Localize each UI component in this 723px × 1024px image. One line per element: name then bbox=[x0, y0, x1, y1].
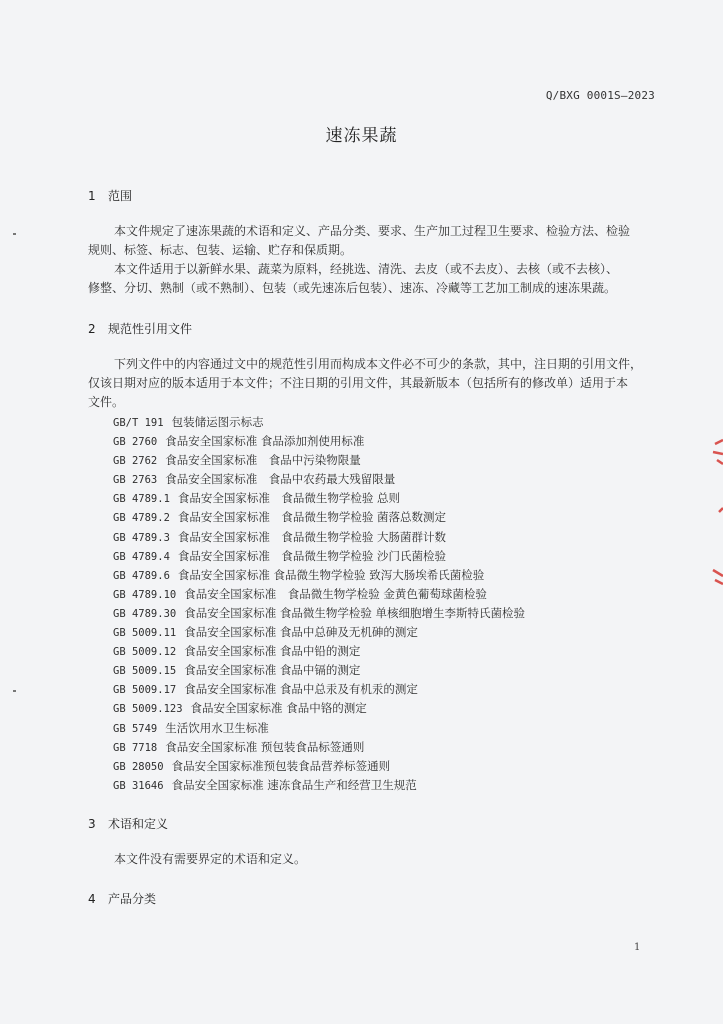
margin-mark bbox=[13, 690, 16, 692]
section-heading-classification: 4 产品分类 bbox=[88, 892, 157, 906]
section-heading-terms: 3 术语和定义 bbox=[88, 817, 169, 831]
reference-item: GB 4789.3 食品安全国家标准 食品微生物学检验 大肠菌群计数 bbox=[113, 529, 447, 544]
reference-item: GB 4789.6 食品安全国家标准 食品微生物学检验 致泻大肠埃希氏菌检验 bbox=[113, 567, 485, 582]
seal-fragment-icon bbox=[703, 430, 723, 590]
reference-item: GB 7718 食品安全国家标准 预包装食品标签通则 bbox=[113, 739, 365, 754]
reference-item: GB 2762 食品安全国家标准 食品中污染物限量 bbox=[113, 453, 361, 468]
reference-item: GB 31646 食品安全国家标准 速冻食品生产和经营卫生规范 bbox=[113, 777, 417, 792]
reference-item: GB 5009.11 食品安全国家标准 食品中总砷及无机砷的测定 bbox=[113, 625, 418, 640]
reference-item: GB 4789.1 食品安全国家标准 食品微生物学检验 总则 bbox=[113, 491, 401, 506]
scope-paragraph-2: 本文件适用于以新鲜水果、蔬菜为原料，经挑选、清洗、去皮（或不去皮）、去核（或不去核）、 修整、分切、熟制（或不熟制）、包装（或先速冻后包装）、速冻、冷藏等工艺加工制成的速冻果蔬。 bbox=[88, 262, 619, 295]
reference-item: GB/T 191 包装储运图示标志 bbox=[113, 415, 264, 429]
section-heading-scope: 1 范围 bbox=[88, 189, 133, 203]
reference-item: GB 4789.2 食品安全国家标准 食品微生物学检验 菌落总数测定 bbox=[113, 510, 447, 525]
reference-item: GB 4789.30 食品安全国家标准 食品微生物学检验 单核细胞增生李斯特氏菌检验 bbox=[113, 605, 526, 620]
reference-item: GB 2763 食品安全国家标准 食品中农药最大残留限量 bbox=[113, 472, 396, 487]
document-title: 速冻果蔬 bbox=[325, 126, 398, 146]
reference-item: GB 5009.12 食品安全国家标准 食品中铅的测定 bbox=[113, 644, 361, 659]
reference-item: GB 5009.15 食品安全国家标准 食品中镉的测定 bbox=[113, 663, 361, 678]
section-heading-normative: 2 规范性引用文件 bbox=[88, 322, 193, 336]
reference-item: GB 5009.123 食品安全国家标准 食品中铬的测定 bbox=[113, 701, 367, 716]
reference-item: GB 28050 食品安全国家标准预包装食品营养标签通则 bbox=[113, 758, 391, 773]
reference-item: GB 4789.10 食品安全国家标准 食品微生物学检验 金黄色葡萄球菌检验 bbox=[113, 586, 487, 601]
reference-item: GB 5009.17 食品安全国家标准 食品中总汞及有机汞的测定 bbox=[113, 682, 418, 697]
document-code: Q/BXG 0001S—2023 bbox=[545, 89, 655, 102]
margin-mark bbox=[13, 233, 16, 235]
terms-paragraph: 本文件没有需要界定的术语和定义。 bbox=[114, 852, 307, 866]
reference-item: GB 5749 生活饮用水卫生标准 bbox=[113, 720, 269, 735]
reference-item: GB 2760 食品安全国家标准 食品添加剂使用标准 bbox=[113, 434, 365, 449]
normative-intro: 下列文件中的内容通过文中的规范性引用而构成本文件必不可少的条款，其中，注日期的引用文件， 仅该日期对应的版本适用于本文件；不注日期的引用文件，其最新版本（包括所有的修改单）适用于本 文件。 bbox=[88, 357, 643, 409]
page-number: 1 bbox=[634, 942, 641, 953]
scope-paragraph-1: 本文件规定了速冻果蔬的术语和定义、产品分类、要求、生产加工过程卫生要求、检验方法、检验 规则、标签、标志、包装、运输、贮存和保质期。 bbox=[88, 224, 631, 257]
reference-list bbox=[113, 413, 525, 795]
reference-item: GB 4789.4 食品安全国家标准 食品微生物学检验 沙门氏菌检验 bbox=[113, 548, 447, 563]
